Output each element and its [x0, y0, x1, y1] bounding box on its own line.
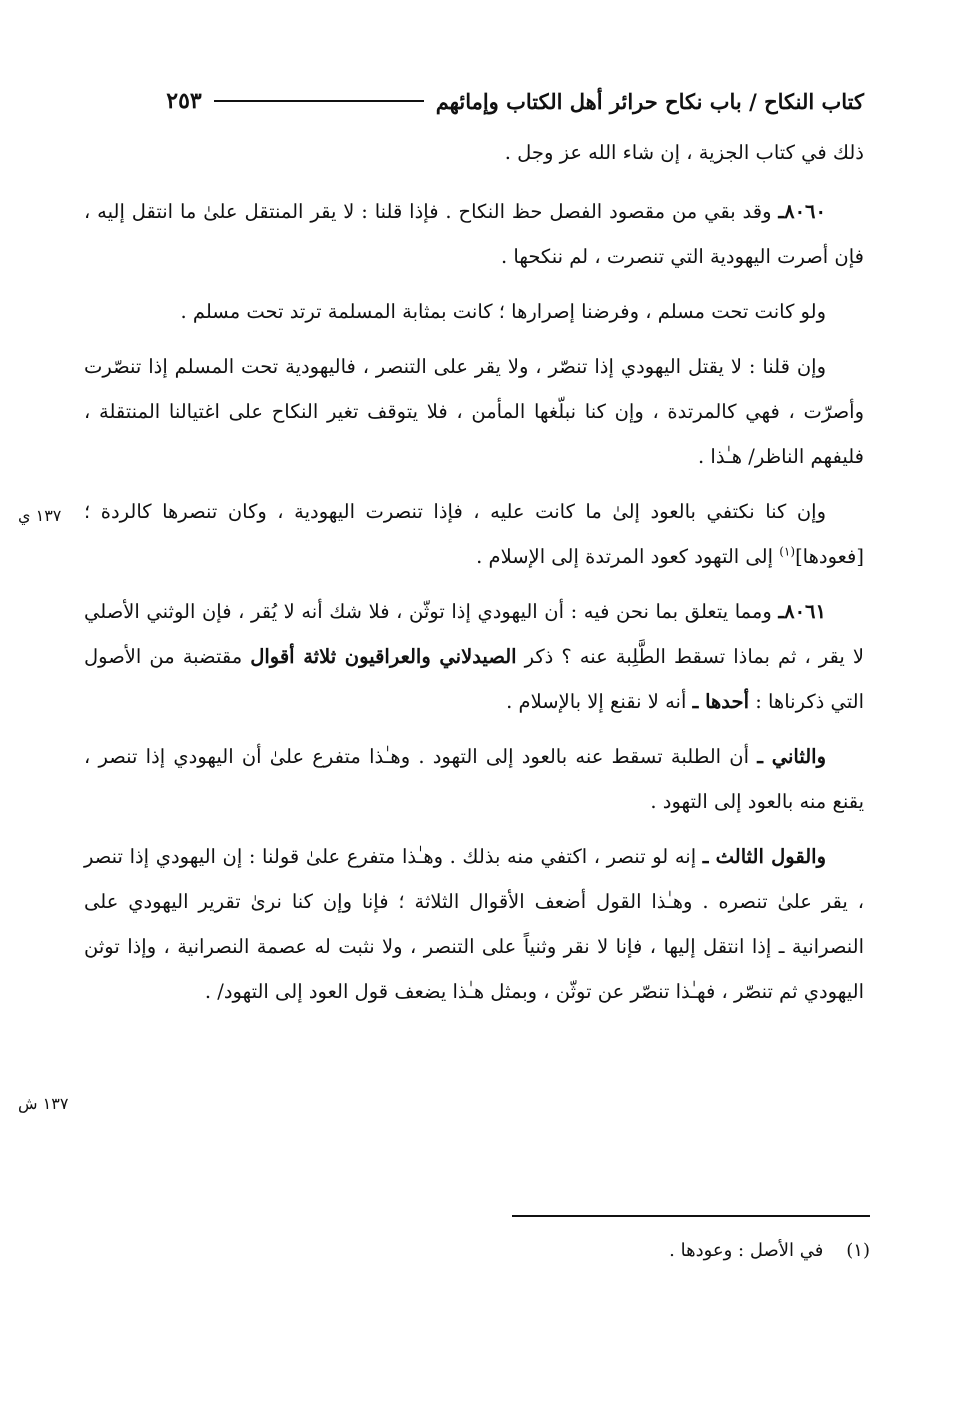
paragraph-number: ٨٠٦٠ـ: [778, 200, 826, 223]
paragraph-text: وإن كنا نكتفي بالعود إلىٰ ما كانت عليه ، فإذا تنصرت اليهودية ، وكان تنصرها كالردة ؛ [فعودها]: [84, 500, 864, 568]
paragraph-text: أنه لا نقنع إلا بالإسلام .: [506, 690, 693, 713]
paragraph-text: ومما يتعلق بما نحن فيه : أن اليهودي إذا توثّن ، فلا شك أنه لا يُقر ، فإن الوثني الأصلي لا يقر ، ثم بماذا تسقط الطَّلِبة عنه ؟ ذكر: [84, 600, 864, 668]
bold-lead: والثاني ـ: [757, 745, 826, 768]
footnote-number: (١): [846, 1240, 870, 1261]
paragraph-text: وقد بقي من مقصود الفصل حظ النكاح . فإذا قلنا : لا يقر المنتقل علىٰ ما انتقل إليه ، فإن أصرت اليهودية التي تنصرت ، لم ننكحها .: [84, 200, 864, 268]
footnote-rule: [512, 1215, 870, 1217]
footnote: [400, 1240, 870, 1261]
paragraph-number: ٨٠٦١ـ: [778, 600, 826, 623]
paragraph: [84, 289, 864, 334]
header-rule: [214, 100, 424, 102]
footnote-text: في الأصل : وعودها .: [669, 1240, 824, 1261]
bold-text: أحدها ـ: [692, 690, 750, 713]
paragraph-text: مقتضبة من الأصول التي ذكرناها :: [84, 645, 864, 713]
running-header: [100, 82, 864, 120]
page-number: ٢٥٣: [166, 88, 202, 114]
paragraph-text: ذلك في كتاب الجزية ، إن شاء الله عز وجل .: [504, 141, 864, 164]
paragraph-text: ولو كانت تحت مسلم ، وفرضنا إصرارها ؛ كانت بمثابة المسلمة ترتد تحت مسلم .: [180, 300, 826, 323]
footnote-marker: (١): [779, 544, 796, 559]
header-title: كتاب النكاح / باب نكاح حرائر أهل الكتاب وإمائهم: [435, 88, 864, 114]
paragraph: [84, 489, 864, 579]
paragraph-text: إلى التهود كعود المرتدة إلى الإسلام .: [476, 545, 780, 568]
main-text: [84, 130, 864, 1024]
paragraph-text: أن الطلبة تسقط عنه بالعود إلى التهود . وهـٰذا متفرع علىٰ أن اليهودي إذا تنصر ، يقنع منه بالعود إلى التهود .: [84, 745, 864, 813]
paragraph-text: وإن قلنا : لا يقتل اليهودي إذا تنصّر ، ولا يقر على التنصر ، فاليهودية تحت المسلم إذا تنصّرت وأصرّت ، فهي كالمرتدة ، وإن كنا نبلّغها المأمن ، فلا يتوقف تغير النكاح على اغتيالنا المنتقلة ، فليفهم الناظر/ هـٰذا .: [84, 355, 864, 468]
bold-text: الصيدلاني والعراقيون ثلاثة أقوال: [250, 645, 517, 668]
paragraph: [84, 834, 864, 1014]
paragraph-continuation: [84, 130, 864, 175]
margin-note: ١٣٧ ي: [18, 506, 62, 525]
bold-lead: والقول الثالث ـ: [702, 845, 826, 868]
paragraph-8061: [84, 589, 864, 724]
paragraph: [84, 344, 864, 479]
margin-note: ١٣٧ ش: [18, 1094, 69, 1113]
paragraph-8060: [84, 189, 864, 279]
paragraph-text: إنه لو تنصر ، اكتفي منه بذلك . وهـٰذا متفرع علىٰ قولنا : إن اليهودي إذا تنصر ، يقر علىٰ تنصره . وهـٰذا القول أضعف الأقوال الثلاثة ؛ فإنا وإن كنا نرىٰ تقرير اليهودي على النصرانية ـ إذا انتقل إليها ، فإنا لا نقر وثنياً على التنصر ، ولا نثبت له عصمة النصرانية ، وإذا توثن اليهودي ثم تنصّر ، فهـٰذا تنصّر عن توثّن ، وبمثل هـٰذا يضعف قول العود إلى التهود/ .: [84, 845, 864, 1003]
paragraph: [84, 734, 864, 824]
